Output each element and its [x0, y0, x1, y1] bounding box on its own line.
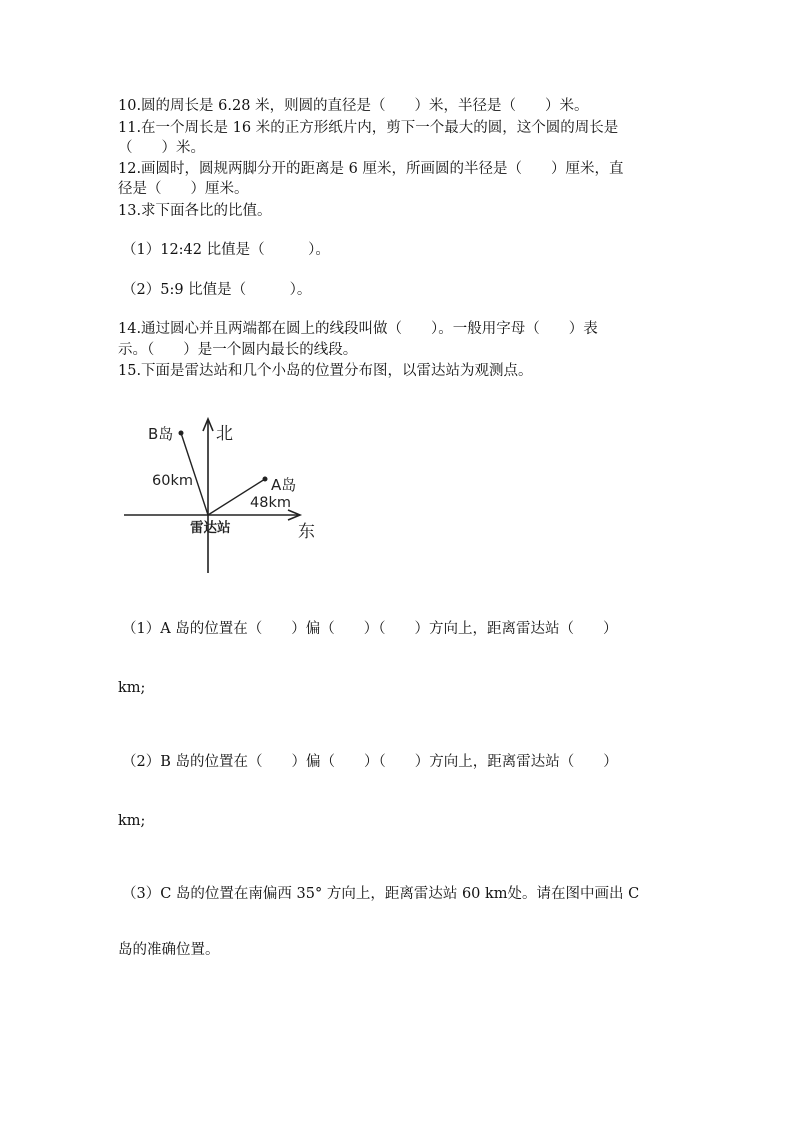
question-15: 15.下面是雷达站和几个小岛的位置分布图，以雷达站为观测点。 [118, 363, 533, 379]
question-14-line1: 14.通过圆心并且两端都在圆上的线段叫做（ ）。一般用字母（ ）表 [118, 321, 598, 337]
question-11-line1: 11.在一个周长是 16 米的正方形纸片内，剪下一个最大的圆，这个圆的周长是 [118, 120, 619, 136]
island-a-label: A岛 [271, 476, 297, 494]
question-10: 10.圆的周长是 6.28 米，则圆的直径是（ ）米，半径是（ ）米。 [118, 98, 589, 114]
station-label: 雷达站 [190, 520, 231, 536]
north-label: 北 [216, 424, 233, 444]
island-b-point [179, 431, 184, 436]
radar-diagram [110, 405, 350, 585]
question-13: 13.求下面各比的比值。 [118, 203, 272, 219]
question-12-line2: 径是（ ）厘米。 [118, 181, 249, 197]
question-15-part2: （2）B 岛的位置在（ ）偏（ ）（ ）方向上，距离雷达站（ ） [122, 754, 618, 770]
question-15-part3-line1: （3）C 岛的位置在南偏西 35° 方向上，距离雷达站 60 km处。请在图中画出 C [122, 886, 640, 902]
question-11-line2: （ ）米。 [118, 140, 205, 156]
east-label: 东 [298, 522, 315, 542]
question-14-line2: 示。（ ）是一个圆内最长的线段。 [118, 342, 358, 358]
question-13-part1: （1）12:42 比值是（ ）。 [122, 242, 330, 258]
island-b-label: B岛 [148, 425, 174, 443]
question-13-part2: （2）5:9 比值是（ ）。 [122, 282, 312, 298]
question-15-part1: （1）A 岛的位置在（ ）偏（ ）（ ）方向上，距离雷达站（ ） [122, 621, 618, 637]
distance-b-label: 60km [152, 473, 193, 489]
question-12-line1: 12.画圆时，圆规两脚分开的距离是 6 厘米，所画圆的半径是（ ）厘米，直 [118, 161, 624, 177]
question-15-part2-unit: km; [118, 813, 146, 829]
island-a-point [263, 477, 268, 482]
distance-a-label: 48km [250, 495, 291, 511]
question-15-part3-line2: 岛的准确位置。 [118, 942, 220, 958]
question-15-part1-unit: km; [118, 680, 146, 696]
